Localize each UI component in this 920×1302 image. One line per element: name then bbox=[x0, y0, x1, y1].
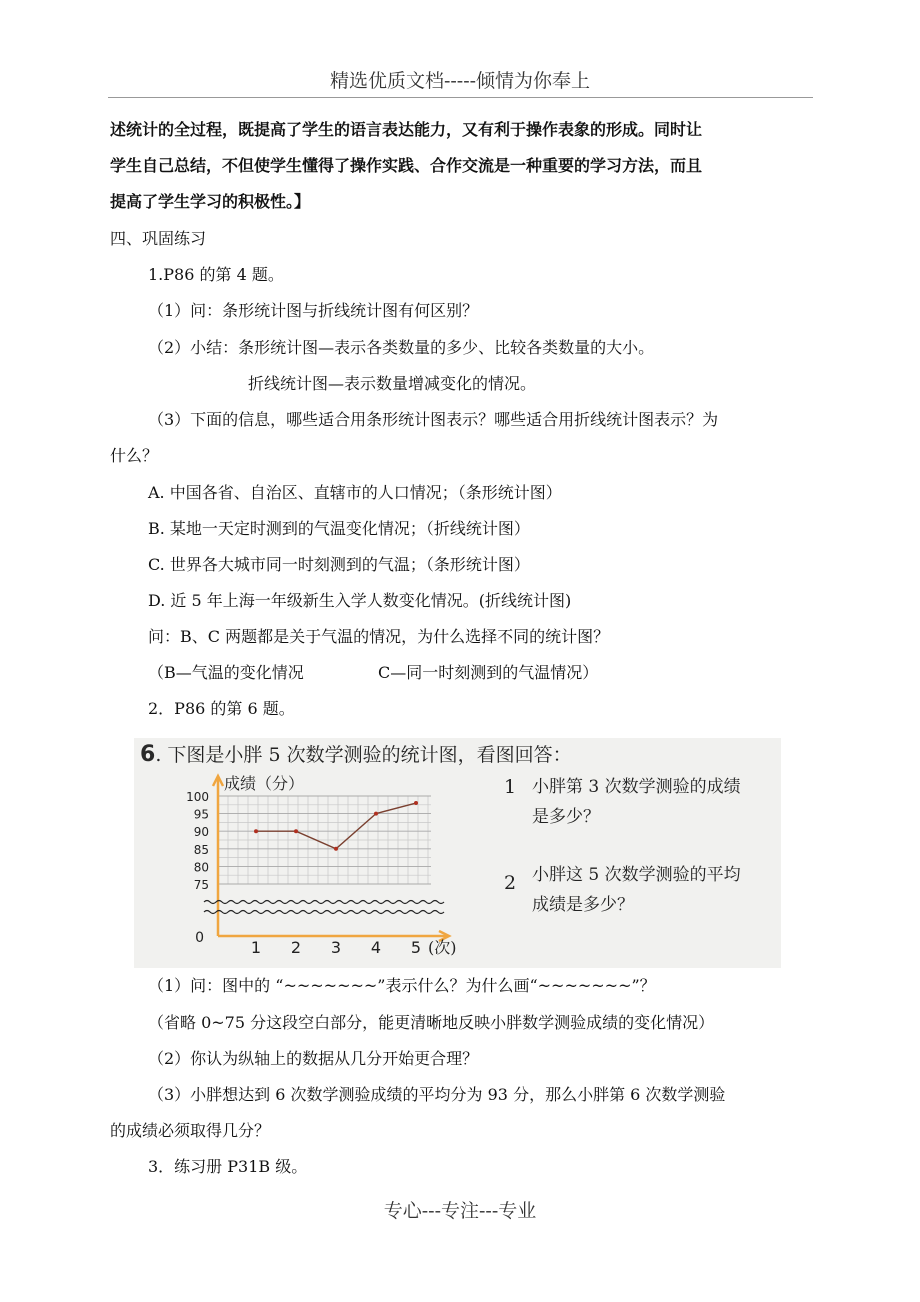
answer-c: C—同一时刻测到的气温情况） bbox=[378, 663, 599, 682]
figure-question-1-line-1: 小胖第 3 次数学测验的成绩 bbox=[532, 777, 741, 797]
option-d: D. 近 5 年上海一年级新生入学人数变化情况。(折线统计图) bbox=[148, 591, 572, 610]
question-3-line-1: （3）下面的信息，哪些适合用条形统计图表示？哪些适合用折线统计图表示？为 bbox=[148, 410, 719, 429]
practice-item-2: 2．P86 的第 6 题。 bbox=[148, 699, 295, 718]
figure-question-c-line-2: 的成绩必须取得几分？ bbox=[110, 1121, 271, 1140]
figure-question-1-line-2: 是多少？ bbox=[532, 807, 600, 827]
data-point bbox=[374, 812, 378, 816]
y-axis-label: 成绩（分） bbox=[224, 774, 305, 793]
section-title: 四、巩固练习 bbox=[110, 229, 207, 248]
figure-question-2-line-1: 小胖这 5 次数学测验的平均 bbox=[532, 865, 741, 885]
y-tick-label: 100 bbox=[186, 790, 209, 804]
axis-break-wave bbox=[204, 911, 444, 914]
figure-question-1-number: 1 bbox=[504, 776, 517, 798]
summary-line-2: 折线统计图—表示数量增减变化的情况。 bbox=[248, 374, 537, 393]
x-tick-label: 5 bbox=[410, 938, 422, 957]
option-b: B. 某地一天定时测到的气温变化情况；（折线统计图） bbox=[148, 519, 530, 538]
y-tick-label-zero: 0 bbox=[195, 930, 204, 946]
practice-item-1: 1.P86 的第 4 题。 bbox=[148, 265, 284, 284]
data-point bbox=[294, 829, 298, 833]
bold-line-2: 学生自己总结，不但使学生懂得了操作实践、合作交流是一种重要的学习方法，而且 bbox=[110, 156, 703, 175]
figure-question-c-line-1: （3）小胖想达到 6 次数学测验成绩的平均分为 93 分，那么小胖第 6 次数学测验 bbox=[148, 1085, 726, 1104]
option-c: C. 世界各大城市同一时刻测到的气温；（条形统计图） bbox=[148, 555, 530, 574]
figure-question-a: （1）问：图中的 “~~~~~~~”表示什么？为什么画“~~~~~~~”？ bbox=[148, 976, 656, 995]
header-divider bbox=[108, 97, 813, 98]
figure-title-text: 下图是小胖 5 次数学测验的统计图，看图回答： bbox=[167, 744, 572, 766]
question-3-line-2: 什么？ bbox=[110, 446, 159, 465]
y-tick-label: 85 bbox=[193, 842, 209, 857]
summary-line-1: （2）小结：条形统计图—表示各类数量的多少、比较各类数量的大小。 bbox=[148, 338, 655, 357]
figure-question-b: （2）你认为纵轴上的数据从几分开始更合理？ bbox=[148, 1049, 479, 1068]
data-point bbox=[254, 829, 258, 833]
x-tick-label: 4 bbox=[370, 938, 382, 957]
figure-number: 6 bbox=[140, 742, 156, 767]
y-tick-label: 80 bbox=[193, 860, 209, 875]
figure-answer-a: （省略 0~75 分这段空白部分，能更清晰地反映小胖数学测验成绩的变化情况） bbox=[148, 1013, 715, 1032]
data-point bbox=[414, 801, 418, 805]
x-tick-label: 3 bbox=[330, 938, 342, 957]
line-chart bbox=[134, 738, 781, 968]
figure-question-2-number: 2 bbox=[504, 872, 517, 894]
y-tick-label: 90 bbox=[193, 825, 209, 840]
x-axis-label: (次) bbox=[428, 938, 457, 957]
y-tick-label: 95 bbox=[193, 807, 209, 822]
textbook-figure bbox=[134, 738, 781, 968]
page-footer: 专心---专注---专业 bbox=[383, 1200, 537, 1222]
bold-line-3: 提高了学生学习的积极性。】 bbox=[110, 192, 311, 211]
x-tick-label: 2 bbox=[290, 938, 302, 957]
x-tick-label: 1 bbox=[250, 938, 262, 957]
series-line bbox=[256, 803, 416, 849]
option-a: A. 中国各省、自治区、直辖市的人口情况；（条形统计图） bbox=[148, 483, 562, 502]
practice-item-3: 3．练习册 P31B 级。 bbox=[148, 1157, 308, 1176]
answer-b: （B—气温的变化情况 bbox=[148, 663, 304, 682]
axis-break-wave bbox=[204, 901, 444, 904]
question-1: （1）问：条形统计图与折线统计图有何区别？ bbox=[148, 301, 479, 320]
figure-question-2-line-2: 成绩是多少？ bbox=[532, 895, 634, 915]
bold-line-1: 述统计的全过程，既提高了学生的语言表达能力，又有利于操作表象的形成。同时让 bbox=[110, 120, 703, 139]
data-point bbox=[334, 847, 338, 851]
y-tick-label: 75 bbox=[193, 878, 209, 892]
follow-up-question: 问：B、C 两题都是关于气温的情况，为什么选择不同的统计图？ bbox=[148, 627, 610, 646]
figure-title-dot: . bbox=[155, 744, 162, 766]
page-header: 精选优质文档-----倾情为你奉上 bbox=[329, 70, 591, 92]
